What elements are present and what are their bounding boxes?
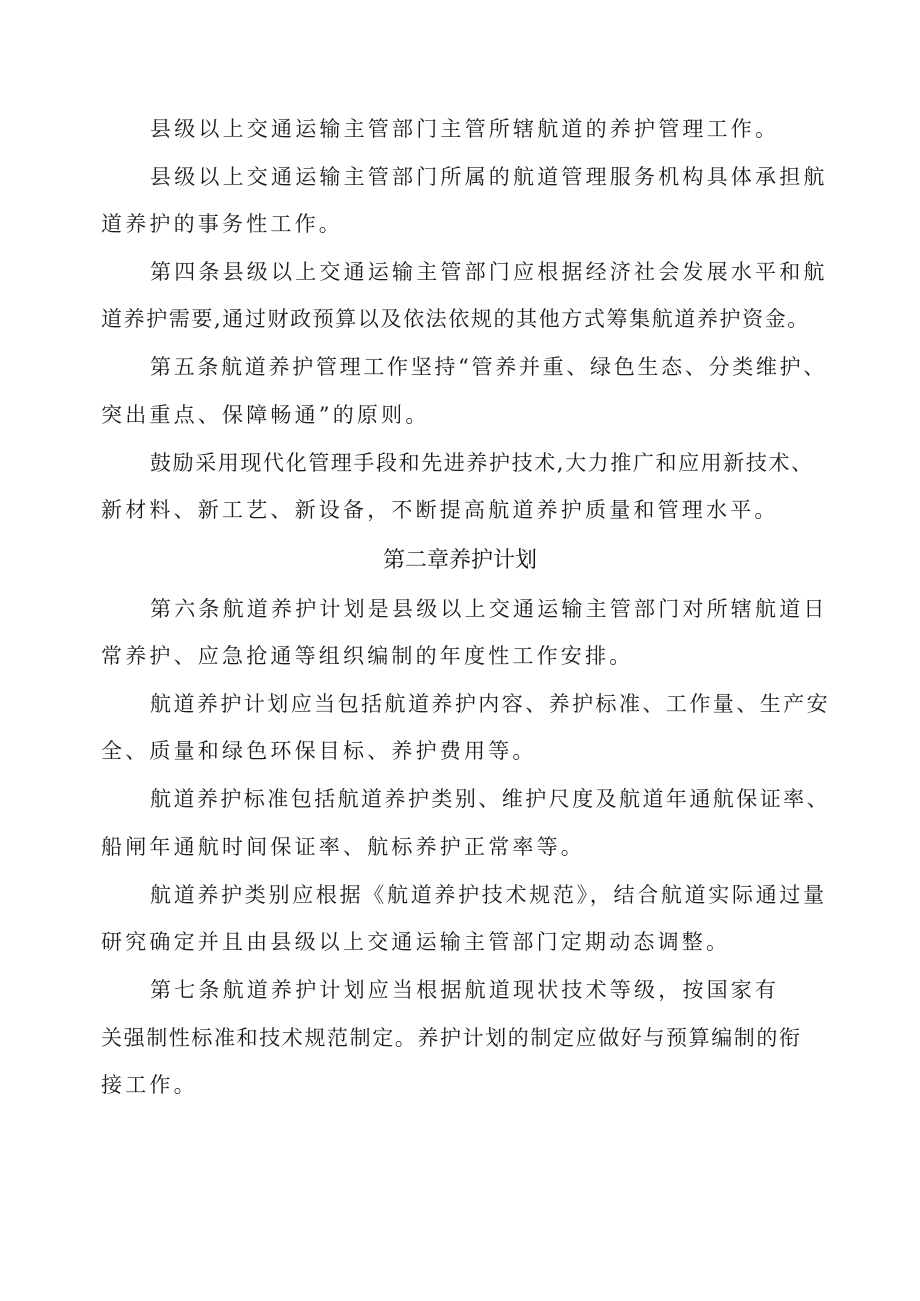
article6-line-1: 第六条航道养护计划是县级以上交通运输主管部门对所辖航道日 <box>150 597 828 621</box>
article6-line-6: 船闸年通航时间保证率、航标养护正常率等。 <box>101 835 585 859</box>
intro-line-2: 县级以上交通运输主管部门所属的航道管理服务机构具体承担航 <box>150 165 828 189</box>
article6-line-3: 航道养护计划应当包括航道养护内容、养护标准、工作量、生产安 <box>150 692 831 716</box>
article5-line-1: 第五条航道养护管理工作坚持“管养并重、绿色生态、分类维护、 <box>150 355 828 379</box>
intro-line-1: 县级以上交通运输主管部门主管所辖航道的养护管理工作。 <box>150 117 780 141</box>
article4-line-2: 道养护需要,通过财政预算以及依法依规的其他方式筹集航道养护资金。 <box>101 307 810 331</box>
intro-line-3: 道养护的事务性工作。 <box>101 212 343 236</box>
article5-line-2: 突出重点、保障畅通”的原则。 <box>101 403 430 427</box>
chapter-heading: 第二章养护计划 <box>382 548 537 573</box>
article6-line-7: 航道养护类别应根据《航道养护技术规范》，结合航道实际通过量 <box>150 883 827 907</box>
article6-line-5: 航道养护标准包括航道养护类别、维护尺度及航道年通航保证率、 <box>150 787 831 811</box>
article7-line-2: 关强制性标准和技术规范制定。养护计划的制定应做好与预算编制的衔 <box>101 1026 802 1050</box>
article7-line-1: 第七条航道养护计划应当根据航道现状技术等级，按国家有 <box>150 978 780 1002</box>
article5-line-3: 鼓励采用现代化管理手段和先进养护技术,大力推广和应用新技术、 <box>150 451 814 475</box>
article6-line-8: 研究确定并且由县级以上交通运输主管部门定期动态调整。 <box>101 930 731 954</box>
article7-line-3: 接工作。 <box>101 1073 198 1097</box>
article4-line-1: 第四条县级以上交通运输主管部门应根据经济社会发展水平和航 <box>150 260 828 284</box>
article5-line-4: 新材料、新工艺、新设备，不断提高航道养护质量和管理水平。 <box>101 498 779 522</box>
article6-line-2: 常养护、应急抢通等组织编制的年度性工作安排。 <box>101 644 634 668</box>
article6-line-4: 全、质量和绿色环保目标、养护费用等。 <box>101 739 537 763</box>
